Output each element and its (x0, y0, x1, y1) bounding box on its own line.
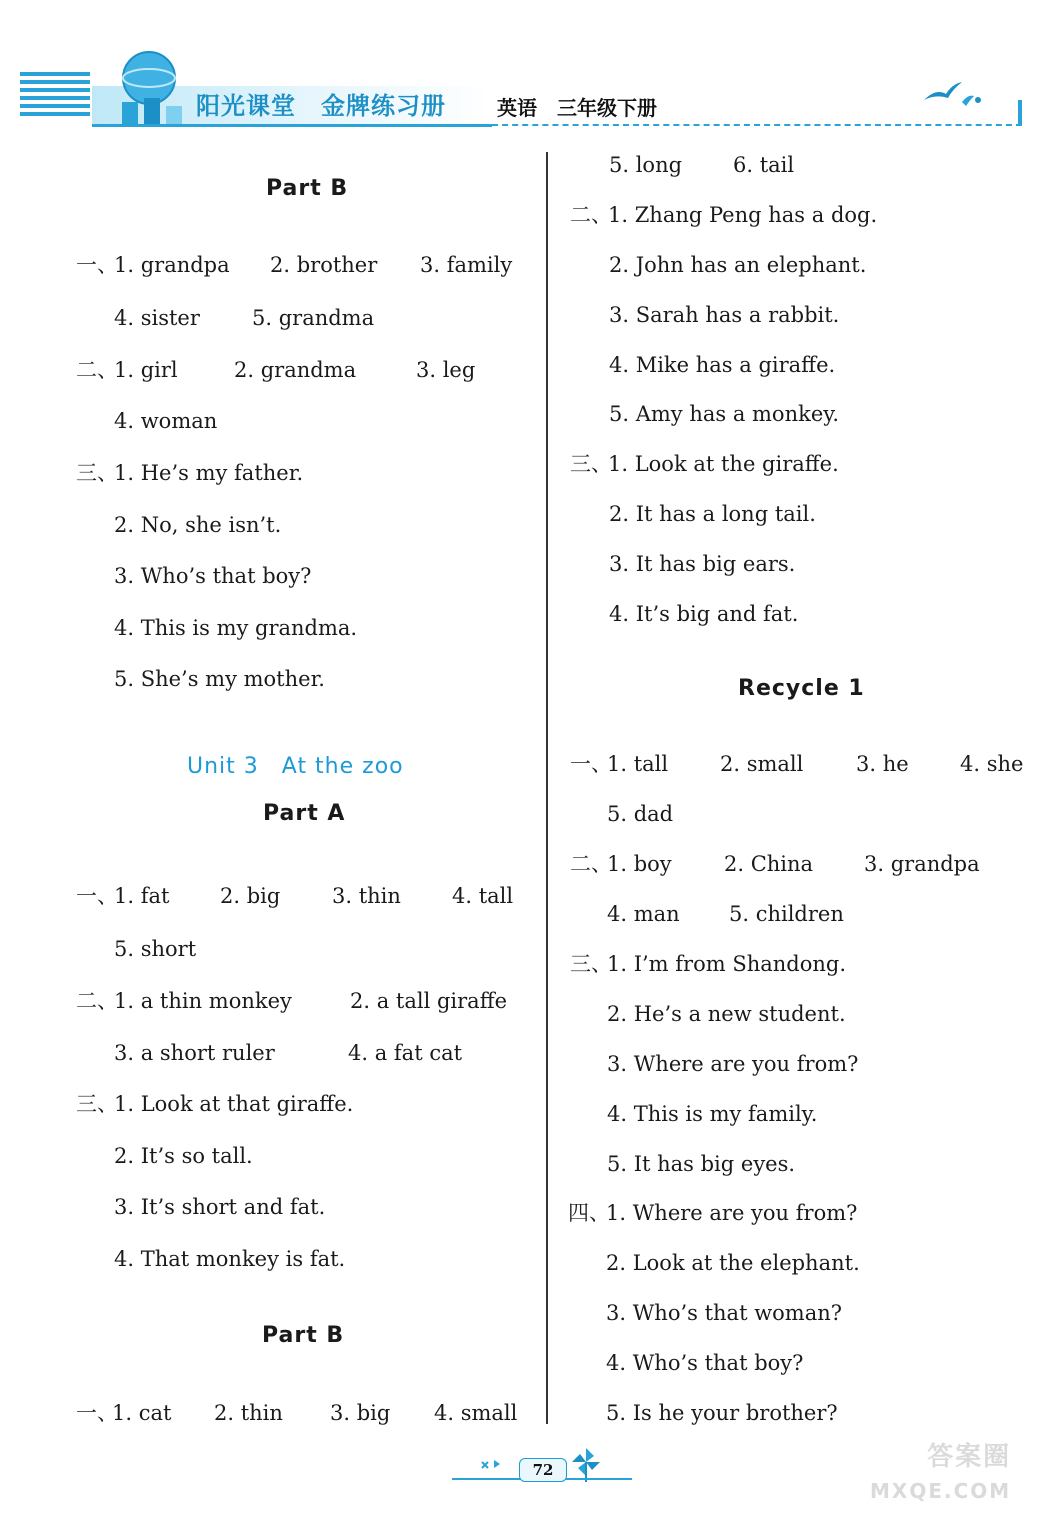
watermark-line: 答案圈 (927, 1442, 1012, 1472)
answer-item: 4. she (960, 752, 1024, 776)
answer-sentence: 2. It’s so tall. (114, 1144, 253, 1168)
answer-sentence: 1. He’s my father. (114, 461, 304, 485)
answer-item: 2. grandma (234, 358, 357, 382)
answer-item: 2. small (720, 752, 804, 776)
answer-item: 6. tail (733, 153, 795, 177)
section-marker: 三、 (76, 461, 118, 485)
answer-item: 5. grandma (252, 306, 375, 330)
answer-sentence: 5. Amy has a monkey. (609, 402, 840, 426)
answer-item: 2. brother (270, 253, 378, 277)
section-marker: 三、 (570, 452, 612, 476)
answer-item: 3. grandpa (864, 852, 980, 876)
section-marker: 一、 (570, 752, 612, 776)
page-number: 72 (519, 1458, 567, 1482)
birds-icon (922, 78, 982, 108)
answer-sentence: 3. It has big ears. (609, 552, 796, 576)
answer-sentence: 4. Mike has a giraffe. (609, 353, 836, 377)
section-marker: 四、 (568, 1201, 610, 1225)
answer-item: 5. long (609, 153, 683, 177)
section-marker: 二、 (570, 203, 612, 227)
answer-sentence: 5. She’s my mother. (114, 667, 325, 691)
answer-item: 3. he (856, 752, 909, 776)
watermark (870, 1440, 1011, 1508)
answer-sentence: 4. Who’s that boy? (606, 1351, 804, 1375)
answer-sentence: 5. Is he your brother? (606, 1401, 838, 1425)
part-a-heading: Part A (263, 801, 346, 826)
part-b-heading: Part B (266, 176, 349, 201)
section-marker: 一、 (76, 253, 118, 277)
answer-item: 1. tall (607, 752, 669, 776)
header-stripes (20, 72, 90, 128)
unit-title: Unit 3 At the zoo (187, 754, 404, 779)
answer-item: 2. China (724, 852, 814, 876)
answer-sentence: 1. I’m from Shandong. (607, 952, 846, 976)
answer-sentence: 4. That monkey is fat. (114, 1247, 346, 1271)
answer-sentence: 3. Where are you from? (607, 1052, 859, 1076)
answer-sentence: 2. No, she isn’t. (114, 513, 282, 537)
answer-item: 4. woman (114, 409, 218, 433)
answer-sentence: 4. This is my family. (607, 1102, 818, 1126)
answer-item: 5. children (729, 902, 844, 926)
answer-item: 1. girl (114, 358, 178, 382)
answer-sentence: 1. Look at that giraffe. (114, 1092, 354, 1116)
answer-sentence: 2. Look at the elephant. (606, 1251, 860, 1275)
section-marker: 三、 (570, 952, 612, 976)
answer-item: 3. big (330, 1401, 391, 1425)
answer-sentence: 2. He’s a new student. (607, 1002, 846, 1026)
answer-sentence: 3. Sarah has a rabbit. (609, 303, 840, 327)
answer-item: 3. leg (416, 358, 476, 382)
answer-item: 2. a tall giraffe (350, 989, 508, 1013)
part-b-heading: Part B (262, 1323, 345, 1348)
answer-item: 4. man (607, 902, 680, 926)
answer-item: 5. dad (607, 802, 674, 826)
answer-sentence: 2. John has an elephant. (609, 253, 867, 277)
answer-item: 1. boy (607, 852, 672, 876)
section-marker: 二、 (570, 852, 612, 876)
answer-sentence: 4. It’s big and fat. (609, 602, 799, 626)
answer-sentence: 3. Who’s that boy? (114, 564, 312, 588)
page-header (0, 0, 1043, 140)
series-title: 阳光课堂 金牌练习册 (196, 92, 446, 120)
answer-sentence: 2. It has a long tail. (609, 502, 816, 526)
subject-grade: 英语 三年级下册 (497, 96, 657, 120)
answer-item: 4. sister (114, 306, 200, 330)
answer-item: 1. cat (112, 1401, 172, 1425)
answer-sentence: 4. This is my grandma. (114, 616, 358, 640)
answer-item: 1. grandpa (114, 253, 230, 277)
section-marker: 二、 (76, 989, 118, 1013)
answer-item: 1. a thin monkey (114, 989, 292, 1013)
answer-item: 4. small (434, 1401, 518, 1425)
watermark-line: MXQE.COM (870, 1479, 1012, 1503)
section-marker: 二、 (76, 358, 118, 382)
section-marker: 三、 (76, 1092, 118, 1116)
answer-item: 1. fat (114, 884, 170, 908)
answer-item: 4. a fat cat (348, 1041, 463, 1065)
answer-sentence: 1. Look at the giraffe. (608, 452, 839, 476)
answer-item: 2. big (220, 884, 281, 908)
answer-item: 2. thin (214, 1401, 283, 1425)
recycle-heading: Recycle 1 (738, 676, 865, 701)
globe-logo-icon (104, 40, 194, 125)
answer-sentence: 1. Zhang Peng has a dog. (608, 203, 878, 227)
section-marker: 一、 (76, 1401, 118, 1425)
header-dashed-rule (492, 124, 1022, 126)
answer-item: 4. tall (452, 884, 514, 908)
answer-item: 3. thin (332, 884, 401, 908)
column-divider (546, 152, 548, 1424)
answer-sentence: 3. It’s short and fat. (114, 1195, 326, 1219)
answer-sentence: 5. It has big eyes. (607, 1152, 796, 1176)
answer-sentence: 3. Who’s that woman? (606, 1301, 843, 1325)
answer-item: 5. short (114, 937, 197, 961)
answer-item: 3. a short ruler (114, 1041, 275, 1065)
answer-item: 3. family (420, 253, 513, 277)
section-marker: 一、 (76, 884, 118, 908)
answer-sentence: 1. Where are you from? (606, 1201, 858, 1225)
header-right-bar (1018, 100, 1022, 126)
